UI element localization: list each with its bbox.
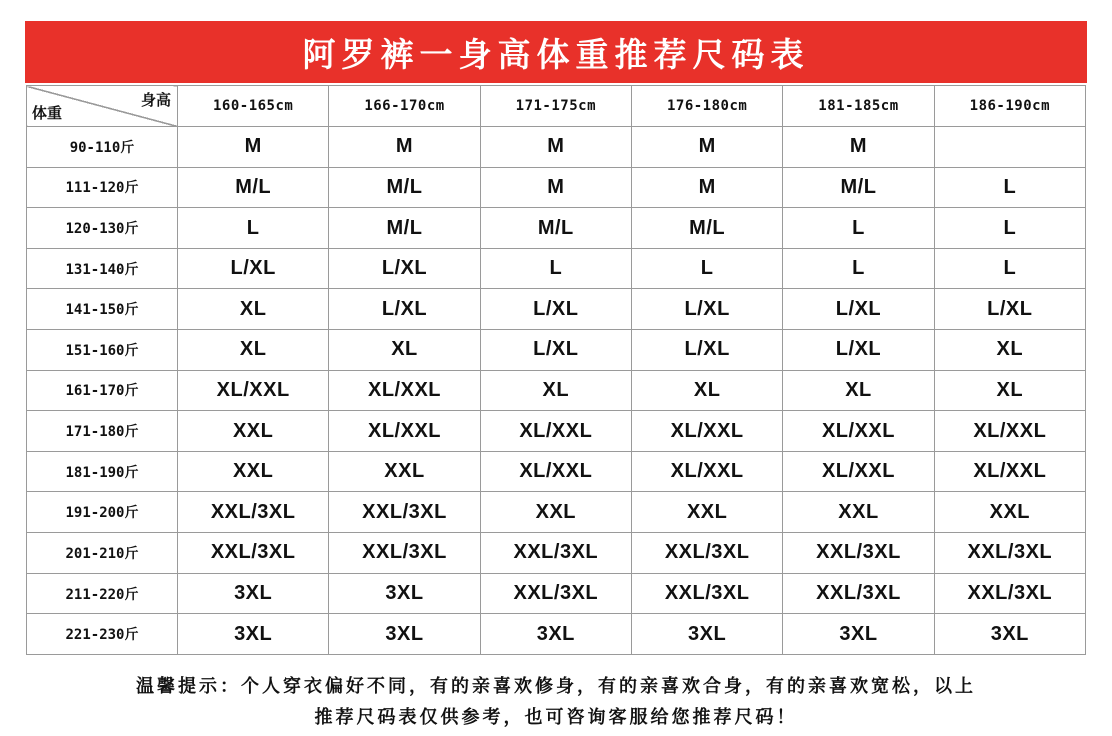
size-cell: XL <box>329 330 480 371</box>
height-header: 181-185cm <box>783 86 934 127</box>
size-cell: M/L <box>329 208 480 249</box>
height-axis-label: 身高 <box>140 91 171 109</box>
weight-cell: 171-180斤 <box>27 411 178 452</box>
tip-line-1: 温馨提示：个人穿衣偏好不同，有的亲喜欢修身，有的亲喜欢合身，有的亲喜欢宽松，以上 <box>136 676 976 697</box>
size-cell: M <box>631 167 782 208</box>
table-row <box>27 289 1086 330</box>
size-cell: L/XL <box>631 289 782 330</box>
table-row <box>27 167 1086 208</box>
size-cell: XXL/3XL <box>178 533 329 574</box>
size-cell: XL/XXL <box>480 451 631 492</box>
height-header: 171-175cm <box>480 86 631 127</box>
size-cell: L <box>934 167 1085 208</box>
size-cell: L <box>783 248 934 289</box>
size-cell: L <box>178 208 329 249</box>
size-cell: XXL/3XL <box>329 492 480 533</box>
size-cell: L/XL <box>178 248 329 289</box>
size-cell: XL/XXL <box>934 451 1085 492</box>
weight-cell: 120-130斤 <box>27 208 178 249</box>
weight-cell: 131-140斤 <box>27 248 178 289</box>
size-cell: M/L <box>783 167 934 208</box>
size-cell: M/L <box>631 208 782 249</box>
size-cell: XXL <box>178 451 329 492</box>
weight-cell: 90-110斤 <box>27 127 178 168</box>
size-cell: M <box>480 127 631 168</box>
tip-line-2: 推荐尺码表仅供参考，也可咨询客服给您推荐尺码！ <box>314 707 798 728</box>
size-cell: XL <box>631 370 782 411</box>
size-cell: L/XL <box>329 289 480 330</box>
size-cell: L/XL <box>329 248 480 289</box>
size-cell: XXL <box>178 411 329 452</box>
size-cell: 3XL <box>178 573 329 614</box>
size-cell: 3XL <box>631 614 782 655</box>
size-cell: M <box>783 127 934 168</box>
size-cell: M <box>178 127 329 168</box>
size-cell: XL/XXL <box>934 411 1085 452</box>
height-header: 186-190cm <box>934 86 1085 127</box>
table-row <box>27 208 1086 249</box>
title-banner <box>25 21 1087 83</box>
table-row <box>27 248 1086 289</box>
table-row <box>27 614 1086 655</box>
size-cell: XL <box>934 330 1085 371</box>
table-row <box>27 411 1086 452</box>
size-cell: L <box>631 248 782 289</box>
size-cell: XXL/3XL <box>329 533 480 574</box>
size-cell: XXL <box>783 492 934 533</box>
size-cell: XXL <box>480 492 631 533</box>
size-cell: XL/XXL <box>329 411 480 452</box>
size-cell: 3XL <box>329 614 480 655</box>
size-cell: 3XL <box>783 614 934 655</box>
weight-cell: 141-150斤 <box>27 289 178 330</box>
size-cell: XXL/3XL <box>934 573 1085 614</box>
size-table-body <box>27 127 1086 655</box>
size-cell: 3XL <box>178 614 329 655</box>
height-header: 176-180cm <box>631 86 782 127</box>
size-cell: XL/XXL <box>480 411 631 452</box>
header-row <box>27 86 1086 127</box>
size-cell: XXL/3XL <box>934 533 1085 574</box>
size-cell: M <box>631 127 782 168</box>
weight-axis-label: 体重 <box>32 104 63 122</box>
size-cell: 3XL <box>329 573 480 614</box>
size-cell: XL <box>178 330 329 371</box>
size-cell: XL/XXL <box>329 370 480 411</box>
size-cell: XXL/3XL <box>480 573 631 614</box>
size-cell: XL/XXL <box>178 370 329 411</box>
size-cell: XL/XXL <box>783 451 934 492</box>
size-cell: L/XL <box>783 330 934 371</box>
weight-cell: 191-200斤 <box>27 492 178 533</box>
size-cell: XXL/3XL <box>178 492 329 533</box>
size-cell: L/XL <box>480 330 631 371</box>
size-cell: XL/XXL <box>631 451 782 492</box>
size-cell: XL <box>783 370 934 411</box>
size-cell: XXL <box>934 492 1085 533</box>
size-cell: L <box>934 208 1085 249</box>
table-row <box>27 451 1086 492</box>
weight-cell: 201-210斤 <box>27 533 178 574</box>
size-cell: M <box>480 167 631 208</box>
height-header: 166-170cm <box>329 86 480 127</box>
size-cell: L/XL <box>934 289 1085 330</box>
size-cell: L/XL <box>631 330 782 371</box>
size-cell: M/L <box>178 167 329 208</box>
height-header: 160-165cm <box>178 86 329 127</box>
size-cell: 3XL <box>934 614 1085 655</box>
size-cell: XXL <box>631 492 782 533</box>
size-cell: M/L <box>480 208 631 249</box>
size-cell: XL <box>934 370 1085 411</box>
table-row <box>27 492 1086 533</box>
size-cell: L <box>480 248 631 289</box>
size-cell: L <box>934 248 1085 289</box>
size-cell: XXL/3XL <box>631 533 782 574</box>
weight-cell: 151-160斤 <box>27 330 178 371</box>
weight-cell: 211-220斤 <box>27 573 178 614</box>
size-cell: XXL/3XL <box>783 533 934 574</box>
size-cell: M/L <box>329 167 480 208</box>
size-cell: XXL/3XL <box>783 573 934 614</box>
size-cell: XL <box>480 370 631 411</box>
table-row <box>27 330 1086 371</box>
size-cell: XXL <box>329 451 480 492</box>
size-cell: XXL/3XL <box>480 533 631 574</box>
weight-cell: 181-190斤 <box>27 451 178 492</box>
weight-cell: 221-230斤 <box>27 614 178 655</box>
size-cell: 3XL <box>480 614 631 655</box>
size-chart-table <box>26 85 1086 655</box>
size-cell: L/XL <box>783 289 934 330</box>
size-cell: XL <box>178 289 329 330</box>
weight-cell: 161-170斤 <box>27 370 178 411</box>
page-title: 阿罗裤一身高体重推荐尺码表 <box>302 34 810 74</box>
size-cell: XXL/3XL <box>631 573 782 614</box>
size-cell: M <box>329 127 480 168</box>
table-row <box>27 127 1086 168</box>
table-row <box>27 533 1086 574</box>
table-row <box>27 573 1086 614</box>
size-cell: L/XL <box>480 289 631 330</box>
table-row <box>27 370 1086 411</box>
size-cell: L <box>783 208 934 249</box>
size-cell <box>934 127 1085 168</box>
weight-cell: 111-120斤 <box>27 167 178 208</box>
corner-cell <box>27 86 178 127</box>
size-cell: XL/XXL <box>631 411 782 452</box>
size-cell: XL/XXL <box>783 411 934 452</box>
